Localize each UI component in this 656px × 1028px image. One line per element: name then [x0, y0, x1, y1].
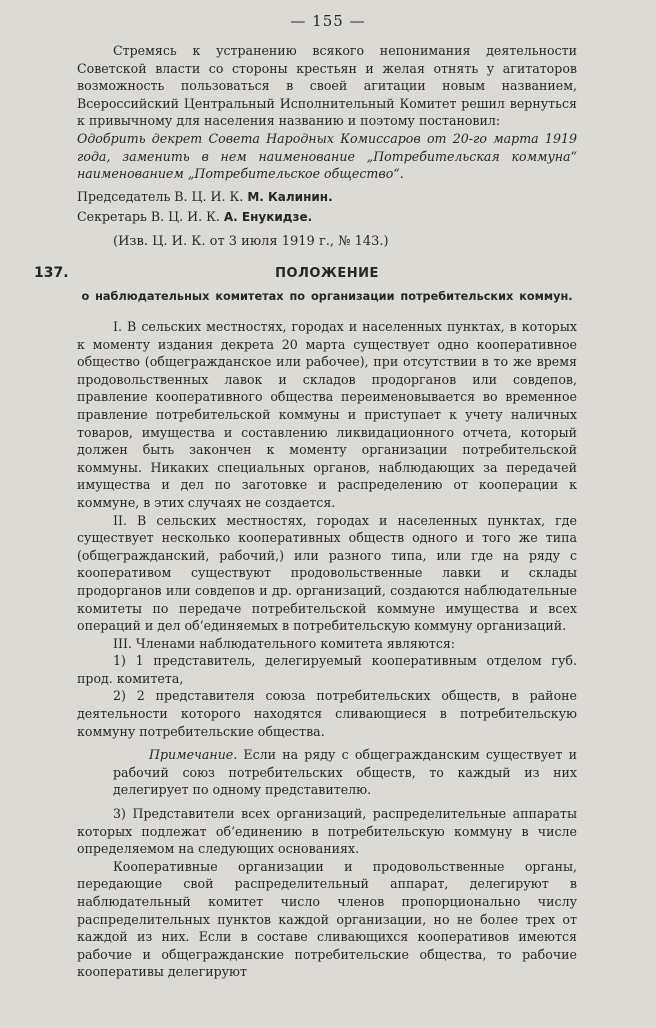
delegation-paragraph: Кооперативные организации и продовольственные органы, передающие свой распределительный аппарат, делегируют в наблюдательный комитет число членов пропорционально числу распределительных пунктов каждой организации, но не более трех от каждой из них. Если в составе сливающихся кооперативов имеются рабочие и общегражданские потребительские общества, то рабочие кооперативы делегируют — [77, 858, 577, 980]
signature-secretary — [77, 207, 577, 227]
page-number: — 155 — — [290, 12, 366, 30]
section-1-paragraph: I. В сельских местностях, городах и населенных пунктах, в которых к моменту издания декрета 20 марта существует одно кооперативное общество (общегражданское или рабочее), при отсутствии в то же время продовольственных лавок и складов продорганов или совдепов, правление кооперативного общества переименовывается во временное правление потребительской коммуны и приступает к учету наличных товаров, имущества и составлению ликвидационного отчета, который должен быть закончен к моменту организации потребительской коммуны. Никаких специальных органов, наблюдающих за передачей имущества и дел по заготовке и распределению от кооперации к коммуне, в этих случаях не создается. — [77, 319, 577, 510]
note-label: Примечание. — [149, 747, 238, 763]
decree-section — [77, 42, 577, 250]
document-subtitle: о наблюдательных комитетах по организации потребительских коммун. — [81, 290, 573, 303]
document-title: ПОЛОЖЕНИЕ — [275, 266, 379, 281]
signature-role: Председатель В. Ц. И. К. — [77, 188, 244, 204]
document-number: 137. — [34, 265, 69, 281]
source-citation: (Изв. Ц. И. К. от 3 июля 1919 г., № 143.) — [113, 233, 389, 249]
note-text: Если на ряду с общегражданским существует и рабочий союз потребительских обществ, то каждый из них делегирует по одному представителю. — [113, 747, 577, 798]
note-paragraph — [77, 746, 577, 799]
signature-name: А. Енукидзе. — [223, 209, 313, 224]
item-1-paragraph: 1) 1 представитель, делегируемый кооперативным отделом губ. прод. комитета, — [77, 653, 577, 686]
section-2-paragraph: II. В сельских местностях, городах и населенных пунктах, где существует несколько кооперативных обществ одного и того же типа (общегражданский, рабочий,) или разного типа, или где на ряду с кооперативом существуют продовольственные лавки и склады продорганов или совдепов и др. организаций, создаются наблюдательные комитеты по передаче потребительской коммуне имущества и всех операций и дел об‘единяемых в потребительскую коммуну организаций. — [77, 512, 577, 634]
decree-text: Одобрить декрет Совета Народных Комиссаров от 20-го марта 1919 года, заменить в нем наименование „Потребительская коммуна“ наименованием „Потребительское общество“. — [77, 130, 577, 182]
section-3-paragraph: III. Членами наблюдательного комитета являются: — [113, 635, 456, 651]
regulation-body — [77, 318, 577, 981]
signature-chairman — [77, 187, 577, 207]
item-2-paragraph: 2) 2 представителя союза потребительских обществ, в районе деятельности которого находятся сливающиеся в потребительскую коммуну потребительские общества. — [77, 688, 577, 739]
signature-role: Секретарь В. Ц. И. К. — [77, 208, 220, 224]
signature-name: М. Калинин. — [247, 189, 333, 204]
intro-paragraph: Стремясь к устранению всякого непонимания деятельности Советской власти со стороны крестьян и желая отнять у агитаторов возможность пользоваться в своей агитации новым названием, Всероссийский Центральный Исполнительный Комитет решил вернуться к привычному для населения названию и поэтому постановил: — [77, 43, 577, 129]
item-3-paragraph: 3) Представители всех организаций, распределительные аппараты которых подлежат об‘единению в потребительскую коммуну в числе определяемом на следующих основаниях. — [77, 806, 577, 857]
